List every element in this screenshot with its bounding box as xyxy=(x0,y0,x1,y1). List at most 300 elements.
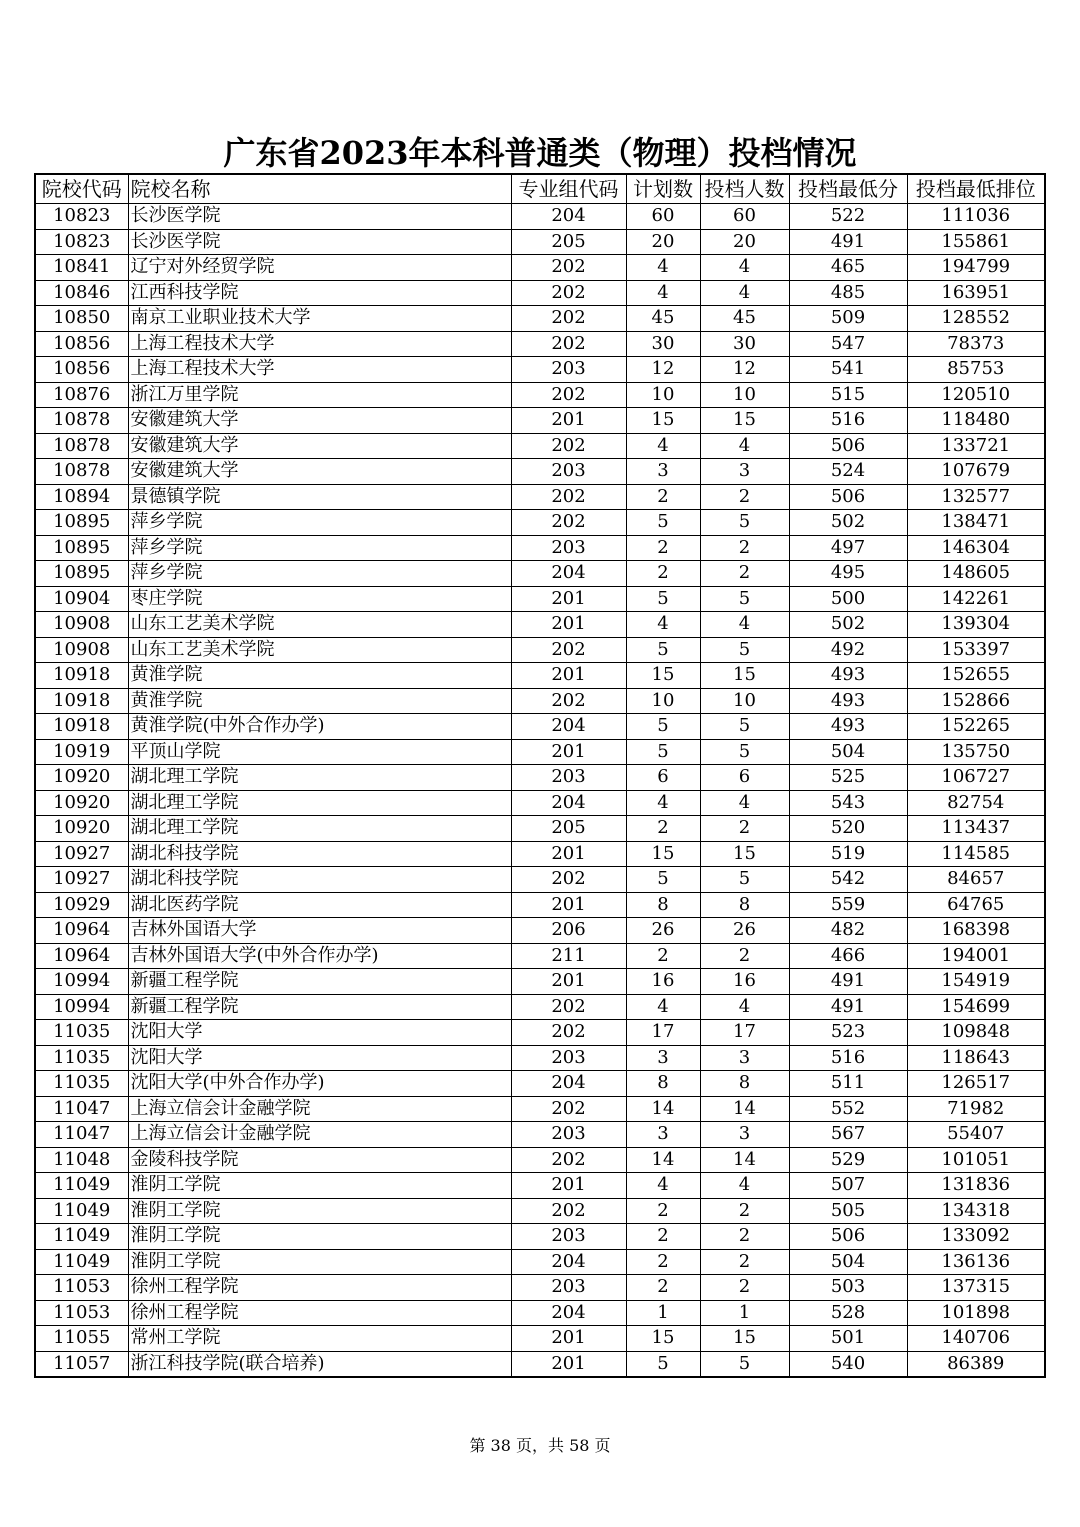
cell-min-rank: 128552 xyxy=(907,306,1045,332)
cell-school-name: 枣庄学院 xyxy=(128,586,511,612)
cell-school-code: 11057 xyxy=(35,1351,128,1377)
header-admitted-count: 投档人数 xyxy=(700,174,789,204)
cell-school-code: 10927 xyxy=(35,867,128,893)
cell-group-code: 202 xyxy=(511,867,626,893)
table-row xyxy=(35,1071,1045,1097)
cell-plan-count: 12 xyxy=(626,357,700,383)
table-row xyxy=(35,790,1045,816)
table-row xyxy=(35,1122,1045,1148)
cell-admitted-count: 5 xyxy=(700,1351,789,1377)
cell-min-score: 500 xyxy=(789,586,907,612)
cell-min-rank: 134318 xyxy=(907,1198,1045,1224)
cell-min-rank: 154699 xyxy=(907,994,1045,1020)
cell-min-score: 491 xyxy=(789,229,907,255)
cell-admitted-count: 4 xyxy=(700,994,789,1020)
cell-min-score: 528 xyxy=(789,1300,907,1326)
cell-group-code: 204 xyxy=(511,561,626,587)
table-row xyxy=(35,867,1045,893)
cell-plan-count: 17 xyxy=(626,1020,700,1046)
cell-plan-count: 16 xyxy=(626,969,700,995)
cell-min-score: 505 xyxy=(789,1198,907,1224)
cell-group-code: 201 xyxy=(511,1173,626,1199)
cell-admitted-count: 6 xyxy=(700,765,789,791)
cell-admitted-count: 4 xyxy=(700,280,789,306)
cell-group-code: 204 xyxy=(511,790,626,816)
cell-min-score: 515 xyxy=(789,382,907,408)
cell-school-code: 10894 xyxy=(35,484,128,510)
cell-school-code: 10846 xyxy=(35,280,128,306)
cell-school-code: 11053 xyxy=(35,1275,128,1301)
cell-admitted-count: 10 xyxy=(700,382,789,408)
cell-plan-count: 4 xyxy=(626,433,700,459)
cell-plan-count: 14 xyxy=(626,1147,700,1173)
cell-plan-count: 15 xyxy=(626,1326,700,1352)
cell-school-code: 11055 xyxy=(35,1326,128,1352)
cell-admitted-count: 5 xyxy=(700,586,789,612)
cell-admitted-count: 17 xyxy=(700,1020,789,1046)
table-row xyxy=(35,1224,1045,1250)
cell-group-code: 201 xyxy=(511,408,626,434)
cell-school-name: 辽宁对外经贸学院 xyxy=(128,255,511,281)
cell-plan-count: 14 xyxy=(626,1096,700,1122)
cell-min-score: 506 xyxy=(789,1224,907,1250)
cell-min-score: 497 xyxy=(789,535,907,561)
cell-min-rank: 118480 xyxy=(907,408,1045,434)
cell-school-name: 长沙医学院 xyxy=(128,204,511,230)
cell-plan-count: 8 xyxy=(626,1071,700,1097)
cell-school-name: 湖北理工学院 xyxy=(128,765,511,791)
cell-school-code: 10856 xyxy=(35,357,128,383)
cell-admitted-count: 2 xyxy=(700,484,789,510)
cell-school-name: 淮阴工学院 xyxy=(128,1249,511,1275)
cell-plan-count: 6 xyxy=(626,765,700,791)
cell-min-score: 466 xyxy=(789,943,907,969)
cell-min-score: 541 xyxy=(789,357,907,383)
cell-min-rank: 194799 xyxy=(907,255,1045,281)
table-row xyxy=(35,280,1045,306)
cell-school-name: 湖北理工学院 xyxy=(128,790,511,816)
cell-min-score: 567 xyxy=(789,1122,907,1148)
document-title: 广东省2023年本科普通类（物理）投档情况 xyxy=(223,134,857,172)
cell-school-name: 吉林外国语大学(中外合作办学) xyxy=(128,943,511,969)
cell-min-score: 493 xyxy=(789,688,907,714)
cell-min-score: 504 xyxy=(789,1249,907,1275)
cell-min-score: 492 xyxy=(789,637,907,663)
cell-plan-count: 5 xyxy=(626,739,700,765)
table-row xyxy=(35,994,1045,1020)
cell-plan-count: 20 xyxy=(626,229,700,255)
cell-group-code: 202 xyxy=(511,688,626,714)
cell-school-code: 11049 xyxy=(35,1198,128,1224)
cell-min-rank: 84657 xyxy=(907,867,1045,893)
cell-school-code: 11047 xyxy=(35,1122,128,1148)
cell-group-code: 202 xyxy=(511,994,626,1020)
cell-admitted-count: 2 xyxy=(700,1275,789,1301)
cell-group-code: 202 xyxy=(511,484,626,510)
table-row xyxy=(35,892,1045,918)
cell-group-code: 204 xyxy=(511,1071,626,1097)
cell-school-code: 10878 xyxy=(35,433,128,459)
cell-plan-count: 4 xyxy=(626,255,700,281)
cell-admitted-count: 5 xyxy=(700,867,789,893)
cell-school-code: 10927 xyxy=(35,841,128,867)
header-group-code: 专业组代码 xyxy=(511,174,626,204)
table-row xyxy=(35,969,1045,995)
table-row xyxy=(35,943,1045,969)
cell-school-code: 10841 xyxy=(35,255,128,281)
cell-school-name: 萍乡学院 xyxy=(128,510,511,536)
cell-min-rank: 111036 xyxy=(907,204,1045,230)
cell-group-code: 202 xyxy=(511,637,626,663)
cell-admitted-count: 60 xyxy=(700,204,789,230)
table-row xyxy=(35,765,1045,791)
cell-admitted-count: 15 xyxy=(700,663,789,689)
cell-school-name: 徐州工程学院 xyxy=(128,1275,511,1301)
cell-group-code: 211 xyxy=(511,943,626,969)
cell-min-rank: 107679 xyxy=(907,459,1045,485)
cell-min-score: 465 xyxy=(789,255,907,281)
cell-min-score: 495 xyxy=(789,561,907,587)
cell-school-name: 淮阴工学院 xyxy=(128,1224,511,1250)
cell-min-rank: 114585 xyxy=(907,841,1045,867)
cell-school-code: 10876 xyxy=(35,382,128,408)
cell-group-code: 202 xyxy=(511,1096,626,1122)
cell-school-code: 11049 xyxy=(35,1224,128,1250)
cell-plan-count: 2 xyxy=(626,484,700,510)
cell-group-code: 204 xyxy=(511,1249,626,1275)
cell-group-code: 201 xyxy=(511,1351,626,1377)
cell-min-score: 542 xyxy=(789,867,907,893)
cell-school-name: 上海工程技术大学 xyxy=(128,357,511,383)
cell-school-name: 黄淮学院(中外合作办学) xyxy=(128,714,511,740)
cell-school-code: 11035 xyxy=(35,1071,128,1097)
table-row xyxy=(35,586,1045,612)
cell-school-code: 10919 xyxy=(35,739,128,765)
table-row xyxy=(35,1300,1045,1326)
cell-min-score: 491 xyxy=(789,969,907,995)
cell-min-score: 507 xyxy=(789,1173,907,1199)
cell-min-rank: 118643 xyxy=(907,1045,1045,1071)
table-row xyxy=(35,1326,1045,1352)
cell-school-name: 山东工艺美术学院 xyxy=(128,637,511,663)
cell-group-code: 205 xyxy=(511,229,626,255)
cell-group-code: 201 xyxy=(511,892,626,918)
cell-school-name: 浙江科技学院(联合培养) xyxy=(128,1351,511,1377)
cell-plan-count: 3 xyxy=(626,1122,700,1148)
table-row xyxy=(35,816,1045,842)
table-row xyxy=(35,1198,1045,1224)
cell-min-score: 525 xyxy=(789,765,907,791)
cell-min-score: 511 xyxy=(789,1071,907,1097)
cell-plan-count: 2 xyxy=(626,535,700,561)
cell-min-rank: 168398 xyxy=(907,918,1045,944)
table-row xyxy=(35,204,1045,230)
cell-school-name: 湖北科技学院 xyxy=(128,841,511,867)
cell-min-rank: 155861 xyxy=(907,229,1045,255)
cell-admitted-count: 1 xyxy=(700,1300,789,1326)
cell-min-score: 501 xyxy=(789,1326,907,1352)
cell-group-code: 201 xyxy=(511,612,626,638)
cell-min-rank: 146304 xyxy=(907,535,1045,561)
table-row xyxy=(35,1045,1045,1071)
cell-admitted-count: 8 xyxy=(700,1071,789,1097)
cell-school-name: 山东工艺美术学院 xyxy=(128,612,511,638)
table-row xyxy=(35,1020,1045,1046)
cell-min-rank: 126517 xyxy=(907,1071,1045,1097)
cell-school-name: 安徽建筑大学 xyxy=(128,433,511,459)
cell-group-code: 203 xyxy=(511,459,626,485)
table-row xyxy=(35,714,1045,740)
cell-admitted-count: 4 xyxy=(700,1173,789,1199)
cell-school-name: 新疆工程学院 xyxy=(128,969,511,995)
cell-plan-count: 5 xyxy=(626,586,700,612)
cell-group-code: 201 xyxy=(511,969,626,995)
cell-min-score: 552 xyxy=(789,1096,907,1122)
table-row xyxy=(35,535,1045,561)
cell-group-code: 202 xyxy=(511,1147,626,1173)
cell-min-rank: 64765 xyxy=(907,892,1045,918)
header-school-name: 院校名称 xyxy=(128,174,511,204)
cell-school-code: 10920 xyxy=(35,765,128,791)
cell-group-code: 202 xyxy=(511,382,626,408)
cell-min-score: 547 xyxy=(789,331,907,357)
cell-school-code: 10878 xyxy=(35,459,128,485)
cell-group-code: 202 xyxy=(511,1198,626,1224)
cell-plan-count: 10 xyxy=(626,382,700,408)
cell-min-rank: 71982 xyxy=(907,1096,1045,1122)
cell-min-rank: 140706 xyxy=(907,1326,1045,1352)
cell-school-name: 淮阴工学院 xyxy=(128,1198,511,1224)
cell-school-code: 10908 xyxy=(35,637,128,663)
cell-school-code: 10904 xyxy=(35,586,128,612)
cell-school-name: 平顶山学院 xyxy=(128,739,511,765)
cell-group-code: 201 xyxy=(511,841,626,867)
cell-min-rank: 101051 xyxy=(907,1147,1045,1173)
cell-school-name: 黄淮学院 xyxy=(128,688,511,714)
table-row xyxy=(35,306,1045,332)
cell-group-code: 203 xyxy=(511,357,626,383)
cell-school-code: 10920 xyxy=(35,816,128,842)
cell-school-code: 11035 xyxy=(35,1020,128,1046)
cell-min-rank: 120510 xyxy=(907,382,1045,408)
cell-group-code: 201 xyxy=(511,739,626,765)
header-school-code: 院校代码 xyxy=(35,174,128,204)
cell-school-name: 上海立信会计金融学院 xyxy=(128,1096,511,1122)
cell-admitted-count: 4 xyxy=(700,433,789,459)
cell-admitted-count: 15 xyxy=(700,1326,789,1352)
table-row xyxy=(35,918,1045,944)
cell-group-code: 204 xyxy=(511,204,626,230)
cell-school-code: 10918 xyxy=(35,688,128,714)
header-min-score: 投档最低分 xyxy=(789,174,907,204)
cell-school-code: 10994 xyxy=(35,969,128,995)
cell-school-name: 安徽建筑大学 xyxy=(128,408,511,434)
cell-min-rank: 152655 xyxy=(907,663,1045,689)
cell-group-code: 202 xyxy=(511,331,626,357)
cell-group-code: 206 xyxy=(511,918,626,944)
cell-group-code: 203 xyxy=(511,535,626,561)
cell-min-score: 524 xyxy=(789,459,907,485)
cell-admitted-count: 45 xyxy=(700,306,789,332)
cell-min-score: 506 xyxy=(789,433,907,459)
table-row xyxy=(35,433,1045,459)
cell-plan-count: 2 xyxy=(626,816,700,842)
cell-min-rank: 194001 xyxy=(907,943,1045,969)
cell-school-name: 沈阳大学 xyxy=(128,1045,511,1071)
cell-school-name: 南京工业职业技术大学 xyxy=(128,306,511,332)
cell-admitted-count: 5 xyxy=(700,510,789,536)
cell-school-code: 10895 xyxy=(35,510,128,536)
cell-min-score: 516 xyxy=(789,408,907,434)
cell-admitted-count: 5 xyxy=(700,637,789,663)
cell-min-rank: 153397 xyxy=(907,637,1045,663)
table-row xyxy=(35,1173,1045,1199)
cell-plan-count: 4 xyxy=(626,280,700,306)
cell-school-name: 淮阴工学院 xyxy=(128,1173,511,1199)
cell-min-rank: 82754 xyxy=(907,790,1045,816)
cell-admitted-count: 12 xyxy=(700,357,789,383)
table-row xyxy=(35,357,1045,383)
cell-min-rank: 86389 xyxy=(907,1351,1045,1377)
cell-plan-count: 1 xyxy=(626,1300,700,1326)
cell-admitted-count: 8 xyxy=(700,892,789,918)
cell-admitted-count: 5 xyxy=(700,714,789,740)
cell-plan-count: 5 xyxy=(626,510,700,536)
cell-min-rank: 78373 xyxy=(907,331,1045,357)
cell-group-code: 202 xyxy=(511,510,626,536)
cell-min-score: 523 xyxy=(789,1020,907,1046)
cell-group-code: 201 xyxy=(511,586,626,612)
cell-school-code: 10918 xyxy=(35,663,128,689)
cell-group-code: 205 xyxy=(511,816,626,842)
cell-plan-count: 3 xyxy=(626,1045,700,1071)
cell-plan-count: 3 xyxy=(626,459,700,485)
cell-min-score: 509 xyxy=(789,306,907,332)
cell-min-rank: 148605 xyxy=(907,561,1045,587)
cell-school-name: 湖北理工学院 xyxy=(128,816,511,842)
cell-group-code: 202 xyxy=(511,280,626,306)
cell-school-code: 10895 xyxy=(35,535,128,561)
cell-min-rank: 136136 xyxy=(907,1249,1045,1275)
table-row xyxy=(35,1096,1045,1122)
table-row xyxy=(35,1147,1045,1173)
table-body xyxy=(35,204,1045,1378)
cell-plan-count: 2 xyxy=(626,1275,700,1301)
cell-school-name: 沈阳大学(中外合作办学) xyxy=(128,1071,511,1097)
cell-school-code: 10908 xyxy=(35,612,128,638)
cell-school-code: 10920 xyxy=(35,790,128,816)
header-min-rank: 投档最低排位 xyxy=(907,174,1045,204)
cell-school-name: 萍乡学院 xyxy=(128,561,511,587)
cell-school-code: 11049 xyxy=(35,1173,128,1199)
cell-school-code: 10823 xyxy=(35,229,128,255)
cell-school-name: 景德镇学院 xyxy=(128,484,511,510)
cell-min-score: 502 xyxy=(789,510,907,536)
table-row xyxy=(35,510,1045,536)
cell-school-name: 常州工学院 xyxy=(128,1326,511,1352)
table-row xyxy=(35,408,1045,434)
cell-group-code: 201 xyxy=(511,663,626,689)
cell-admitted-count: 4 xyxy=(700,255,789,281)
cell-admitted-count: 5 xyxy=(700,739,789,765)
cell-plan-count: 8 xyxy=(626,892,700,918)
cell-school-name: 江西科技学院 xyxy=(128,280,511,306)
cell-admitted-count: 4 xyxy=(700,612,789,638)
cell-min-score: 520 xyxy=(789,816,907,842)
cell-school-name: 长沙医学院 xyxy=(128,229,511,255)
cell-school-code: 11047 xyxy=(35,1096,128,1122)
cell-plan-count: 4 xyxy=(626,994,700,1020)
cell-min-score: 559 xyxy=(789,892,907,918)
cell-school-code: 10850 xyxy=(35,306,128,332)
table-row xyxy=(35,637,1045,663)
cell-admitted-count: 4 xyxy=(700,790,789,816)
cell-plan-count: 30 xyxy=(626,331,700,357)
table-row xyxy=(35,612,1045,638)
cell-min-rank: 135750 xyxy=(907,739,1045,765)
cell-plan-count: 5 xyxy=(626,637,700,663)
cell-school-code: 10994 xyxy=(35,994,128,1020)
cell-admitted-count: 2 xyxy=(700,1249,789,1275)
table-header-row xyxy=(35,174,1045,204)
cell-school-name: 新疆工程学院 xyxy=(128,994,511,1020)
cell-min-score: 506 xyxy=(789,484,907,510)
cell-admitted-count: 2 xyxy=(700,561,789,587)
cell-admitted-count: 15 xyxy=(700,841,789,867)
cell-plan-count: 2 xyxy=(626,1249,700,1275)
table-row xyxy=(35,688,1045,714)
cell-min-rank: 55407 xyxy=(907,1122,1045,1148)
table-row xyxy=(35,1275,1045,1301)
cell-admitted-count: 3 xyxy=(700,1045,789,1071)
cell-school-code: 11035 xyxy=(35,1045,128,1071)
cell-group-code: 202 xyxy=(511,306,626,332)
cell-school-code: 10895 xyxy=(35,561,128,587)
cell-group-code: 203 xyxy=(511,1045,626,1071)
cell-school-name: 吉林外国语大学 xyxy=(128,918,511,944)
cell-school-name: 萍乡学院 xyxy=(128,535,511,561)
admission-table xyxy=(34,173,1046,1378)
table-row xyxy=(35,1351,1045,1377)
cell-min-score: 522 xyxy=(789,204,907,230)
cell-school-name: 上海工程技术大学 xyxy=(128,331,511,357)
cell-school-code: 10878 xyxy=(35,408,128,434)
table-row xyxy=(35,255,1045,281)
cell-min-score: 504 xyxy=(789,739,907,765)
cell-plan-count: 5 xyxy=(626,867,700,893)
cell-school-name: 沈阳大学 xyxy=(128,1020,511,1046)
cell-admitted-count: 15 xyxy=(700,408,789,434)
cell-admitted-count: 14 xyxy=(700,1147,789,1173)
table-row xyxy=(35,1249,1045,1275)
cell-min-score: 493 xyxy=(789,714,907,740)
cell-admitted-count: 2 xyxy=(700,943,789,969)
table-row xyxy=(35,382,1045,408)
cell-min-rank: 152265 xyxy=(907,714,1045,740)
cell-plan-count: 45 xyxy=(626,306,700,332)
cell-min-score: 503 xyxy=(789,1275,907,1301)
cell-min-rank: 109848 xyxy=(907,1020,1045,1046)
table-row xyxy=(35,561,1045,587)
cell-school-code: 10964 xyxy=(35,943,128,969)
cell-plan-count: 10 xyxy=(626,688,700,714)
cell-min-rank: 139304 xyxy=(907,612,1045,638)
cell-school-name: 黄淮学院 xyxy=(128,663,511,689)
cell-group-code: 203 xyxy=(511,1224,626,1250)
table-row xyxy=(35,739,1045,765)
cell-min-score: 502 xyxy=(789,612,907,638)
cell-school-name: 湖北医药学院 xyxy=(128,892,511,918)
